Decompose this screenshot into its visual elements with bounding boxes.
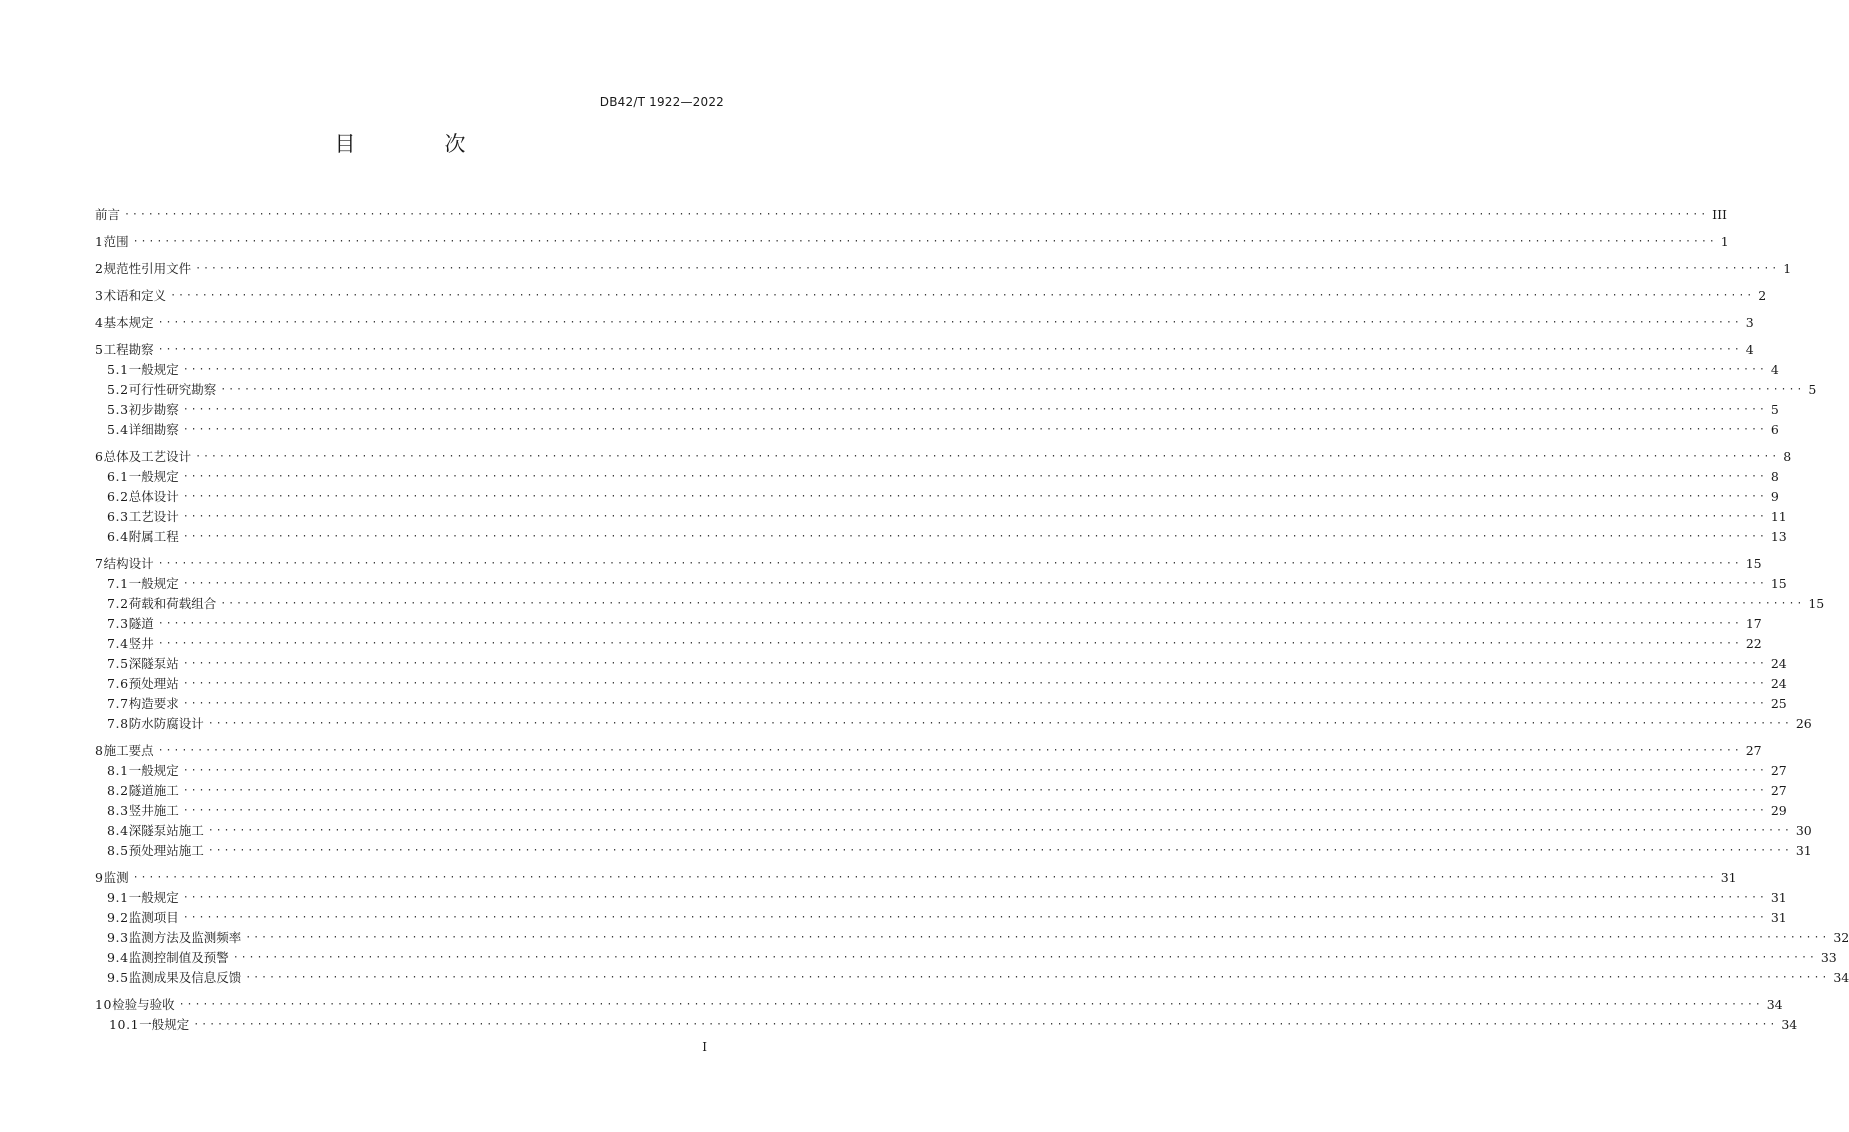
toc-entry-page: 15 [1770, 576, 1787, 591]
toc-entry-title: 可行性研究勘察 [128, 382, 217, 397]
toc-entry-page: 34 [1833, 970, 1849, 985]
dot-leader: ········································································································································································································ [207, 845, 1792, 856]
toc-entry-page: 29 [1770, 803, 1787, 818]
toc-entry[interactable] [107, 819, 1812, 839]
toc-entry-title: 初步勘察 [128, 402, 179, 417]
toc-entry[interactable] [107, 378, 1817, 398]
toc-entry-title: 隧道施工 [128, 783, 179, 798]
toc-entry-number: 8.5 [107, 843, 129, 858]
toc-entry-number: 7.7 [107, 696, 129, 711]
toc-entry-page: 2 [1758, 288, 1767, 303]
toc-entry-page: III [1712, 207, 1727, 222]
toc-entry-number: 5.4 [107, 422, 129, 437]
toc-entry[interactable] [107, 525, 1787, 545]
toc-entry-page: 5 [1808, 382, 1817, 397]
toc-entry-page: 17 [1745, 616, 1762, 631]
dot-leader: ········································································································································································································ [170, 290, 1755, 301]
toc-entry-page: 34 [1781, 1017, 1798, 1032]
toc-entry-page: 4 [1770, 362, 1779, 377]
toc-entry[interactable] [95, 739, 1762, 759]
toc-entry-title: 预处理站 [128, 676, 179, 691]
dot-leader: ········································································································································································································ [157, 344, 1742, 355]
toc-entry-number: 4 [95, 315, 104, 330]
toc-entry-title: 隧道 [128, 616, 154, 631]
toc-entry-title: 结构设计 [103, 556, 154, 571]
dot-leader: ········································································································································································································ [182, 424, 1767, 435]
toc-entry-number: 10.1 [109, 1017, 140, 1032]
toc-entry[interactable] [95, 311, 1754, 331]
toc-entry-page: 1 [1783, 261, 1792, 276]
toc-entry[interactable] [107, 465, 1779, 485]
toc-entry-title: 监测成果及信息反馈 [128, 970, 242, 985]
toc-entry[interactable] [107, 592, 1825, 612]
toc-entry-page: 32 [1833, 930, 1849, 945]
toc-entry[interactable] [107, 799, 1787, 819]
toc-entry-title: 深隧泵站 [128, 656, 179, 671]
dot-leader: ········································································································································································································ [124, 209, 1709, 220]
dot-leader: ········································································································································································································ [182, 471, 1767, 482]
toc-entry-title: 一般规定 [139, 1017, 190, 1032]
dot-leader: ········································································································································································································ [182, 912, 1767, 923]
dot-leader: ········································································································································································································ [182, 805, 1767, 816]
dot-leader: ········································································································································································································ [182, 892, 1767, 903]
dot-leader: ········································································································································································································ [182, 578, 1767, 589]
toc-entry-title: 前言 [95, 207, 121, 222]
dot-leader: ········································································································································································································ [182, 364, 1767, 375]
toc-entry[interactable] [107, 358, 1779, 378]
toc-entry-number: 9.5 [107, 970, 129, 985]
dot-leader: ········································································································································································································ [157, 618, 1742, 629]
dot-leader: ········································································································································································································ [182, 511, 1767, 522]
toc-entry-page: 1 [1720, 234, 1729, 249]
toc-entry-number: 5.3 [107, 402, 129, 417]
toc-entry-title: 一般规定 [128, 890, 179, 905]
toc-entry-number: 10 [95, 997, 113, 1012]
toc-entry-number: 6.1 [107, 469, 129, 484]
toc-entry-page: 31 [1720, 870, 1737, 885]
toc-entry-number: 7.8 [107, 716, 129, 731]
toc-entry-page: 27 [1770, 763, 1787, 778]
toc-entry[interactable] [107, 652, 1787, 672]
toc-entry-number: 7.3 [107, 616, 129, 631]
toc-entry[interactable] [107, 612, 1762, 632]
toc-entry-title: 施工要点 [103, 743, 154, 758]
page-number: I [702, 1040, 707, 1054]
toc-entry-page: 27 [1770, 783, 1787, 798]
toc-entry-page: 30 [1795, 823, 1812, 838]
toc-entry-title: 基本规定 [103, 315, 154, 330]
toc-entry-page: 34 [1766, 997, 1783, 1012]
dot-leader: ········································································································································································································ [178, 999, 1763, 1010]
toc-entry-number: 9 [95, 870, 104, 885]
toc-entry-number: 1 [95, 234, 104, 249]
toc-entry-number: 2 [95, 261, 104, 276]
toc-entry[interactable] [95, 445, 1792, 465]
dot-leader: ········································································································································································································ [195, 451, 1780, 462]
dot-leader: ········································································································································································································ [157, 558, 1742, 569]
toc-entry-title: 监测项目 [128, 910, 179, 925]
toc-entry-title: 范围 [103, 234, 129, 249]
toc-entry[interactable] [95, 230, 1729, 250]
toc-entry-page: 4 [1745, 342, 1754, 357]
toc-entry-page: 31 [1770, 910, 1787, 925]
dot-leader: ········································································································································································································ [132, 236, 1717, 247]
toc-entry-number: 9.3 [107, 930, 129, 945]
toc-entry-title: 荷载和荷载组合 [128, 596, 217, 611]
toc-entry-title: 工程勘察 [103, 342, 154, 357]
dot-leader: ········································································································································································································ [132, 872, 1717, 883]
dot-leader: ········································································································································································································ [182, 765, 1767, 776]
toc-entry-title: 竖井 [128, 636, 154, 651]
toc-entry-title: 深隧泵站施工 [128, 823, 204, 838]
dot-leader: ········································································································································································································ [220, 598, 1805, 609]
toc-entry-number: 6.4 [107, 529, 129, 544]
toc-entry-title: 检验与验收 [112, 997, 175, 1012]
dot-leader: ········································································································································································································ [182, 698, 1767, 709]
toc-entry[interactable] [95, 552, 1762, 572]
toc-entry-page: 15 [1808, 596, 1825, 611]
toc-entry-title: 监测控制值及预警 [128, 950, 229, 965]
toc-entry[interactable] [95, 993, 1783, 1013]
toc-entry-title: 构造要求 [128, 696, 179, 711]
toc-entry-title: 附属工程 [128, 529, 179, 544]
dot-leader: ········································································································································································································ [182, 531, 1767, 542]
dot-leader: ········································································································································································································ [182, 491, 1767, 502]
toc-entry[interactable] [95, 338, 1754, 358]
toc-entry-page: 3 [1745, 315, 1754, 330]
toc-entry-page: 22 [1745, 636, 1762, 651]
toc-entry[interactable] [107, 505, 1787, 525]
toc-entry-page: 27 [1745, 743, 1762, 758]
toc-entry-page: 15 [1745, 556, 1762, 571]
toc-entry[interactable] [109, 1013, 1798, 1033]
toc-entry[interactable] [107, 906, 1787, 926]
toc-entry[interactable] [107, 692, 1787, 712]
toc-entry-title: 工艺设计 [128, 509, 179, 524]
standard-code: DB42/T 1922—2022 [599, 95, 724, 109]
toc-entry-number: 7 [95, 556, 104, 571]
toc-entry[interactable] [107, 712, 1812, 732]
toc-entry[interactable] [107, 779, 1787, 799]
toc-entry[interactable] [95, 257, 1792, 277]
dot-leader: ········································································································································································································ [245, 932, 1830, 943]
toc-entry[interactable] [107, 572, 1787, 592]
dot-leader: ········································································································································································································ [182, 658, 1767, 669]
toc-entry-number: 9.1 [107, 890, 129, 905]
toc-entry-number: 7.5 [107, 656, 129, 671]
toc-entry-title: 监测方法及监测频率 [128, 930, 242, 945]
toc-entry-title: 防水防腐设计 [128, 716, 204, 731]
toc-entry[interactable] [107, 672, 1787, 692]
dot-leader: ········································································································································································································ [157, 745, 1742, 756]
toc-entry[interactable] [107, 398, 1779, 418]
dot-leader: ········································································································································································································ [245, 972, 1830, 983]
toc-entry-title: 竖井施工 [128, 803, 179, 818]
dot-leader: ········································································································································································································ [220, 384, 1805, 395]
toc-entry-page: 24 [1770, 676, 1787, 691]
toc-entry-title: 术语和定义 [103, 288, 167, 303]
dot-leader: ········································································································································································································ [195, 263, 1780, 274]
toc-entry-page: 25 [1770, 696, 1787, 711]
toc-entry-number: 5 [95, 342, 104, 357]
toc-entry[interactable] [107, 926, 1849, 946]
toc-entry[interactable] [107, 946, 1837, 966]
toc-entry-page: 24 [1770, 656, 1787, 671]
toc-entry-title: 一般规定 [128, 763, 179, 778]
dot-leader: ········································································································································································································ [182, 678, 1767, 689]
toc-entry[interactable] [107, 418, 1779, 438]
toc-entry-page: 31 [1795, 843, 1812, 858]
dot-leader: ········································································································································································································ [207, 825, 1792, 836]
toc-entry-number: 8.2 [107, 783, 129, 798]
toc-entry-title: 详细勘察 [128, 422, 179, 437]
dot-leader: ········································································································································································································ [232, 952, 1817, 963]
toc-entry-title: 规范性引用文件 [103, 261, 192, 276]
toc-entry-number: 6.2 [107, 489, 129, 504]
toc-entry-number: 7.2 [107, 596, 129, 611]
toc-entry-title: 总体设计 [128, 489, 179, 504]
toc-entry-number: 5.1 [107, 362, 129, 377]
toc-entry[interactable] [95, 203, 1727, 223]
toc-entry-page: 11 [1770, 509, 1787, 524]
toc-entry-title: 预处理站施工 [128, 843, 204, 858]
toc-entry[interactable] [107, 886, 1787, 906]
toc-entry-page: 9 [1770, 489, 1779, 504]
toc-entry-number: 8.3 [107, 803, 129, 818]
toc-entry-number: 8.4 [107, 823, 129, 838]
dot-leader: ········································································································································································································ [207, 718, 1792, 729]
dot-leader: ········································································································································································································ [157, 638, 1742, 649]
toc-entry-title: 监测 [103, 870, 129, 885]
dot-leader: ········································································································································································································ [193, 1019, 1778, 1030]
toc-entry-page: 13 [1770, 529, 1787, 544]
toc-entry-number: 6 [95, 449, 104, 464]
toc-title: 目 次 [334, 132, 500, 156]
toc-entry[interactable] [95, 866, 1737, 886]
toc-entry-title: 一般规定 [128, 469, 179, 484]
dot-leader: ········································································································································································································ [182, 404, 1767, 415]
toc-entry[interactable] [107, 839, 1812, 859]
toc-entry[interactable] [95, 284, 1767, 304]
toc-entry-page: 31 [1770, 890, 1787, 905]
toc-entry-number: 9.2 [107, 910, 129, 925]
toc-entry-title: 一般规定 [128, 362, 179, 377]
toc-entry-number: 8.1 [107, 763, 129, 778]
toc-entry-number: 9.4 [107, 950, 129, 965]
toc-entry-number: 7.4 [107, 636, 129, 651]
toc-entry[interactable] [107, 632, 1762, 652]
toc-entry[interactable] [107, 759, 1787, 779]
toc-entry-number: 8 [95, 743, 104, 758]
toc-entry-page: 6 [1770, 422, 1779, 437]
toc-entry-number: 7.1 [107, 576, 129, 591]
toc-entry-page: 26 [1795, 716, 1812, 731]
toc-entry-number: 6.3 [107, 509, 129, 524]
toc-entry-number: 7.6 [107, 676, 129, 691]
toc-entry-page: 5 [1770, 402, 1779, 417]
toc-entry-title: 总体及工艺设计 [103, 449, 192, 464]
dot-leader: ········································································································································································································ [182, 785, 1767, 796]
toc-entry-title: 一般规定 [128, 576, 179, 591]
toc-entry-page: 8 [1783, 449, 1792, 464]
toc-entry-number: 5.2 [107, 382, 129, 397]
toc-entry[interactable] [107, 485, 1779, 505]
dot-leader: ········································································································································································································ [157, 317, 1742, 328]
toc-entry-page: 8 [1770, 469, 1779, 484]
toc-entry[interactable] [107, 966, 1849, 986]
toc-entry-number: 3 [95, 288, 104, 303]
toc-entry-page: 33 [1820, 950, 1837, 965]
